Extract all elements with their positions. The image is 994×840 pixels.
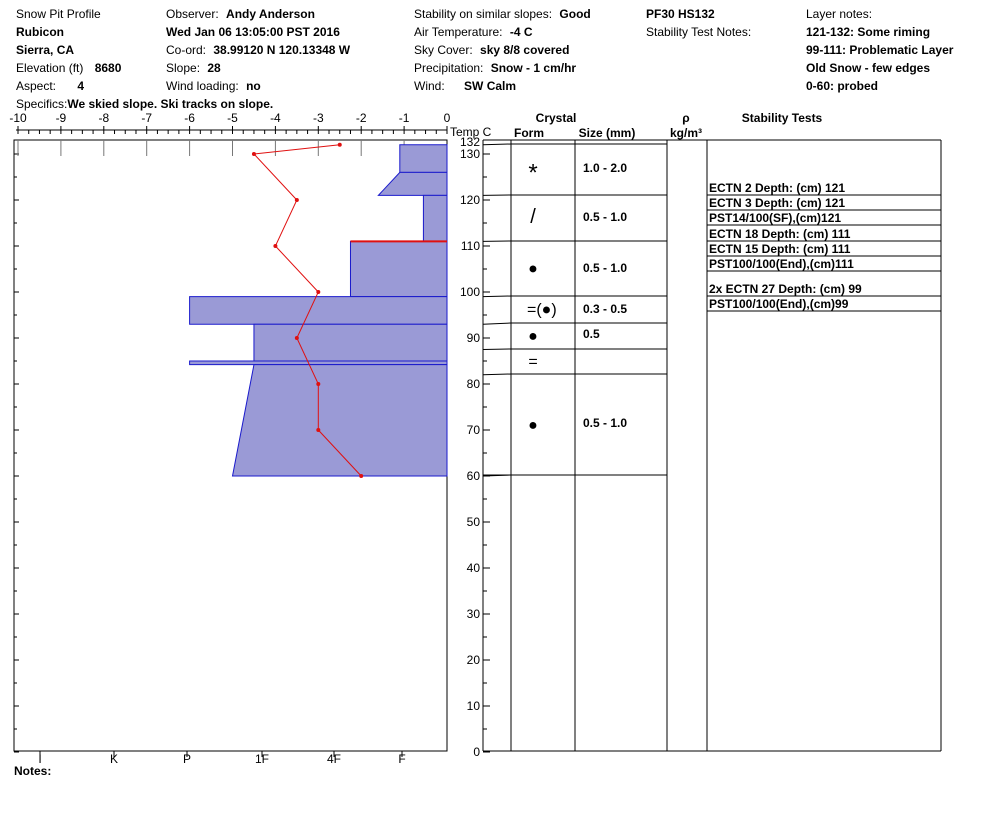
- hardness-bar: [254, 324, 447, 361]
- temp-tick-label: 0: [443, 111, 451, 125]
- wind-loading-label: Wind loading:: [166, 79, 239, 93]
- stability-test-entry: PST100/100(End),(cm)99: [709, 297, 849, 311]
- temperature-point: [252, 152, 256, 156]
- crystal-size: 0.3 - 0.5: [583, 302, 628, 316]
- crystal-form-symbol: ●: [528, 260, 538, 278]
- crystal-size: 0.5 - 1.0: [583, 416, 628, 430]
- crystal-form-symbol: /: [530, 206, 536, 228]
- temp-tick-label: -4: [270, 111, 281, 125]
- hardness-bar: [233, 365, 448, 476]
- coord-value: 38.99120 N 120.13348 W: [213, 43, 351, 57]
- aspect-value: 4: [77, 79, 85, 93]
- observer-label: Observer:: [166, 7, 219, 21]
- stability-test-entry: 2x ECTN 27 Depth: (cm) 99: [709, 282, 862, 296]
- crystal-form-symbol: *: [528, 159, 538, 187]
- temperature-point: [295, 336, 299, 340]
- temperature-point: [359, 474, 363, 478]
- layer-note: 0-60: probed: [806, 79, 879, 93]
- height-tick-label: 60: [466, 469, 480, 483]
- crystal-form-symbol: =(●): [527, 301, 557, 319]
- sky-label: Sky Cover:: [414, 43, 473, 57]
- height-tick-label: 100: [459, 285, 480, 299]
- temp-tick-label: -3: [312, 111, 324, 125]
- stability-test-entry: PST100/100(End),(cm)111: [709, 257, 854, 271]
- layer-note: 121-132: Some riming: [806, 25, 931, 39]
- height-tick-label: 0: [473, 745, 480, 759]
- temp-tick-label: -9: [55, 111, 67, 125]
- crystal-form-symbol: ●: [528, 417, 538, 434]
- hardness-tick-label: K: [109, 752, 119, 766]
- hardness-bar: [400, 145, 447, 173]
- form-header: Form: [514, 126, 544, 140]
- height-tick-label: 30: [466, 607, 480, 621]
- layer-note: Old Snow - few edges: [806, 61, 931, 75]
- crystal-header: Crystal: [535, 111, 577, 125]
- observation-datetime: Wed Jan 06 13:05:00 PST 2016: [166, 25, 340, 39]
- profile-title: Snow Pit Profile: [16, 7, 101, 21]
- notes-label: Notes:: [14, 764, 52, 778]
- stability-value: Good: [559, 7, 591, 21]
- precip-label: Precipitation:: [414, 61, 484, 75]
- hardness-tick-label: 4F: [326, 752, 342, 766]
- temperature-point: [316, 290, 320, 294]
- region-name: Sierra, CA: [16, 43, 75, 57]
- layer-connector: [483, 323, 511, 324]
- height-tick-label: 70: [466, 423, 480, 437]
- layer-connector: [483, 296, 511, 297]
- pf-hs: PF30 HS132: [646, 7, 715, 21]
- specifics-label: Specifics:: [16, 97, 68, 111]
- wind-loading-value: no: [246, 79, 261, 93]
- height-top-label: 132: [459, 135, 480, 149]
- crystal-form-symbol: =: [528, 353, 538, 371]
- hardness-tick-label: 1F: [254, 752, 270, 766]
- size-header: Size (mm): [578, 126, 636, 140]
- layer-connector: [483, 144, 511, 145]
- elevation-label: Elevation (ft): [16, 61, 84, 75]
- height-tick-label: 20: [466, 653, 480, 667]
- temp-tick-label: -5: [227, 111, 238, 125]
- layer-connector: [483, 349, 511, 350]
- hardness-bar: [190, 297, 447, 325]
- stability-test-entry: ECTN 18 Depth: (cm) 111: [709, 227, 851, 241]
- stability-notes-label: Stability Test Notes:: [646, 25, 752, 39]
- temp-axis-label: Temp C: [450, 125, 492, 139]
- temperature-point: [273, 244, 277, 248]
- layer-notes-label: Layer notes:: [806, 7, 873, 21]
- height-tick-label: 130: [459, 147, 480, 161]
- stability-test-entry: PST14/100(SF),(cm)121: [709, 211, 842, 225]
- wind-label: Wind:: [414, 79, 445, 93]
- temp-tick-label: -7: [141, 111, 153, 125]
- height-tick-label: 50: [466, 515, 480, 529]
- rho-header: ρ: [682, 111, 690, 125]
- aspect-label: Aspect:: [16, 79, 57, 93]
- hardness-bar: [378, 172, 447, 195]
- crystal-size: 0.5: [583, 327, 600, 341]
- height-tick-label: 80: [466, 377, 480, 391]
- hardness-tick-label: P: [182, 752, 192, 766]
- crystal-form-symbol: ●: [528, 328, 538, 345]
- slope-label: Slope:: [166, 61, 201, 75]
- density-unit-header: kg/m³: [669, 126, 703, 140]
- height-tick-label: 40: [466, 561, 480, 575]
- hardness-tick-label: I: [38, 752, 42, 766]
- temp-tick-label: -2: [355, 111, 367, 125]
- coord-label: Co-ord:: [166, 43, 207, 57]
- crystal-size: 0.5 - 1.0: [583, 210, 628, 224]
- wind-value: SW Calm: [464, 79, 517, 93]
- crystal-size: 0.5 - 1.0: [583, 261, 628, 275]
- stability-label: Stability on similar slopes:: [414, 7, 553, 21]
- temperature-point: [316, 428, 320, 432]
- height-tick-label: 120: [459, 193, 480, 207]
- air-temp-label: Air Temperature:: [414, 25, 503, 39]
- layer-note: 99-111: Problematic Layer: [806, 43, 954, 57]
- observer-value: Andy Anderson: [226, 7, 315, 21]
- height-tick-label: 10: [466, 699, 480, 713]
- stability-test-entry: ECTN 2 Depth: (cm) 121: [709, 181, 846, 195]
- temp-tick-label: -6: [184, 111, 195, 125]
- temperature-point: [338, 143, 342, 147]
- temp-tick-label: -1: [398, 111, 410, 125]
- hardness-bar: [190, 361, 447, 365]
- slope-value: 28: [207, 61, 221, 75]
- height-tick-label: 90: [466, 331, 480, 345]
- stability-tests-header: Stability Tests: [741, 111, 823, 125]
- temp-tick-label: -8: [98, 111, 110, 125]
- precip-value: Snow - 1 cm/hr: [490, 61, 577, 75]
- temperature-point: [316, 382, 320, 386]
- elevation-value: 8680: [94, 61, 122, 75]
- crystal-size: 1.0 - 2.0: [583, 161, 628, 175]
- stability-test-entry: ECTN 15 Depth: (cm) 111: [709, 242, 851, 256]
- specifics-value: We skied slope. Ski tracks on slope.: [67, 97, 274, 111]
- height-tick-label: 110: [460, 239, 480, 253]
- sky-value: sky 8/8 covered: [480, 43, 570, 57]
- location-name: Rubicon: [16, 25, 64, 39]
- temp-tick-label: -10: [9, 111, 27, 125]
- hardness-bar: [350, 241, 447, 296]
- hardness-bar: [423, 195, 447, 241]
- temperature-point: [295, 198, 299, 202]
- stability-test-entry: ECTN 3 Depth: (cm) 121: [709, 196, 846, 210]
- air-temp-value: -4 C: [509, 25, 533, 39]
- hardness-tick-label: F: [398, 752, 406, 766]
- layer-connector: [483, 374, 511, 375]
